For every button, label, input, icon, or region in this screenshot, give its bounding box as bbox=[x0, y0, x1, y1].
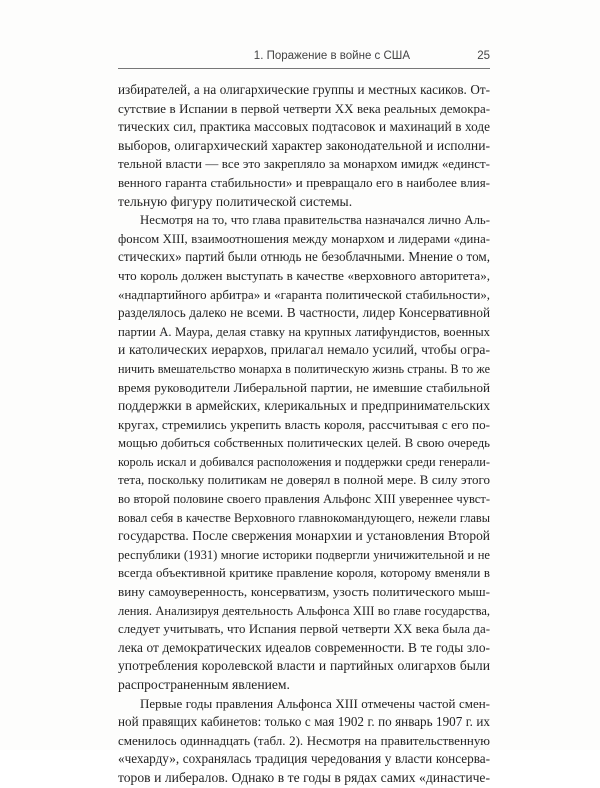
text-line: «надпартийного арбитра» и «гаранта политической стабильности», bbox=[118, 287, 490, 302]
text-line: тических сил, практика массовых подтасовок и махинаций в ходе bbox=[118, 119, 490, 135]
text-line: разделялось далеко не всеми. В частности, лидер Консервативной bbox=[118, 305, 490, 321]
text-line: партии А. Маура, делая ставку на крупных латифундистов, военных bbox=[118, 324, 490, 339]
text-line: во второй половине своего правления Альфонс XIII увереннее чувст- bbox=[118, 492, 490, 507]
paragraph-1 bbox=[118, 81, 490, 211]
running-head bbox=[118, 50, 490, 68]
text-line: ной правящих кабинетов: только с мая 1902 г. по январь 1907 г. их bbox=[118, 714, 490, 730]
text-line: что король должен выступать в качестве «верховного авторитета», bbox=[118, 267, 490, 283]
text-line: кругах, стремились укрепить власть короля, рассчитывая с его по- bbox=[118, 416, 490, 432]
text-line: ления. Анализируя деятельность Альфонса XIII во главе государства, bbox=[118, 603, 490, 618]
text-line: следует учитывать, что Испания первой четверти XX века была да- bbox=[118, 621, 490, 637]
text-line: король искал и добивался расположения и поддержки среди генерали- bbox=[118, 454, 490, 469]
page-number: 25 bbox=[477, 50, 490, 62]
text-line: мощью добиться собственных политических целей. В свою очередь bbox=[118, 436, 490, 451]
text-line: употребления королевской власти и партийных олигархов были bbox=[118, 658, 490, 674]
text-line: избирателей, а на олигархические группы и местных касиков. От- bbox=[118, 82, 490, 97]
text-line: вовал себя в качестве Верховного главнокомандующего, нежели главы bbox=[118, 510, 490, 525]
paragraph-3 bbox=[118, 695, 490, 788]
text-line: республики (1931) многие историки подвергли уничижительной и не bbox=[118, 547, 490, 562]
text-line: всегда объективной критике правление короля, которому вменяли в bbox=[118, 566, 490, 581]
running-title: 1. Поражение в войне с США bbox=[253, 50, 410, 62]
text-line: стических» партий были отнюдь не безоблачными. Мнение о том, bbox=[118, 249, 490, 265]
text-line: венного гаранта стабильности» и превращало его в наиболее влия- bbox=[118, 174, 490, 190]
text-line: фонсом XIII, взаимоотношения между монархом и лидерами «дина- bbox=[118, 231, 490, 246]
text-line: тельной власти — все это закрепляло за монархом имидж «единст- bbox=[118, 156, 490, 172]
text-line: сменилось одиннадцать (табл. 2). Несмотря на правительственную bbox=[118, 732, 490, 748]
text-line: выборов, олигархический характер законодательной и исполни- bbox=[118, 137, 490, 153]
text-line: и католических иерархов, прилагал немало усилий, чтобы огра- bbox=[118, 342, 490, 358]
text-line: тета, поскольку политикам не доверял в полной мере. В силу этого bbox=[118, 472, 490, 488]
text-line: тельную фигуру политической системы. bbox=[118, 193, 353, 209]
text-line: торов и либералов. Однако в те годы в рядах самих «династиче- bbox=[118, 769, 490, 785]
text-line: «чехарду», сохранялась традиция чередования у власти консерва- bbox=[118, 751, 490, 767]
body-text bbox=[118, 81, 490, 788]
text-line: лека от демократических идеалов современности. В те годы зло- bbox=[118, 639, 490, 655]
text-line: Первые годы правления Альфонса XIII отмечены частой смен- bbox=[140, 695, 490, 711]
text-line: ничить вмешательство монарха в политическую жизнь страны. В то же bbox=[118, 361, 490, 376]
text-line: вину самоуверенность, консерватизм, узость политического мыш- bbox=[118, 584, 490, 600]
text-line: поддержки в армейских, клерикальных и предпринимательских bbox=[118, 398, 490, 414]
header-rule bbox=[118, 68, 490, 69]
text-line: время руководители Либеральной партии, не имевшие стабильной bbox=[118, 379, 490, 395]
text-line: Несмотря на то, что глава правительства назначался лично Аль- bbox=[140, 213, 490, 228]
text-line: распространенным явлением. bbox=[118, 677, 290, 692]
text-line: государства. После свержения монархии и установления Второй bbox=[118, 528, 490, 544]
paragraph-2 bbox=[118, 211, 490, 694]
text-line: сутствие в Испании в первой четверти XX века реальных демокра- bbox=[118, 100, 490, 116]
